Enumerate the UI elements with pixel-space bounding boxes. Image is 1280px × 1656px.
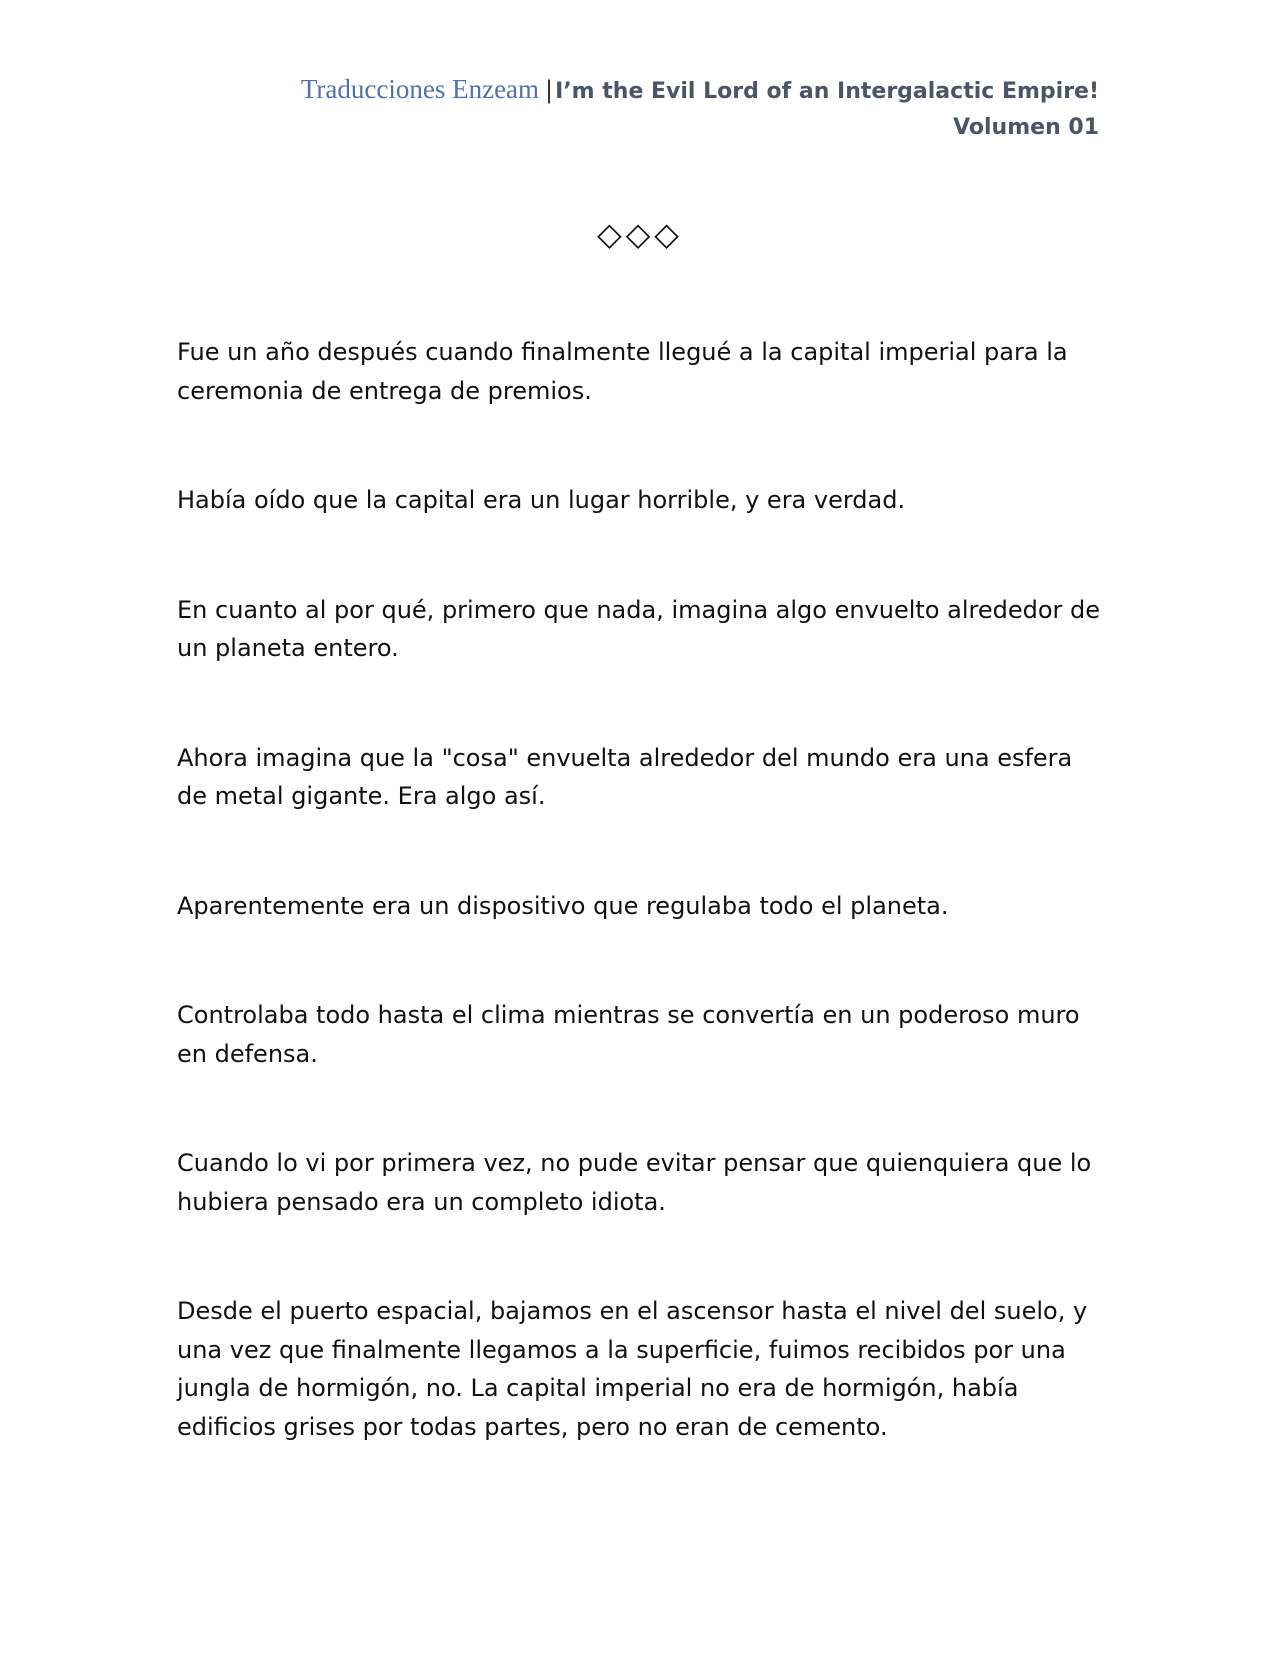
paragraph: Aparentemente era un dispositivo que regulaba todo el planeta. [177,891,949,920]
page-header [199,72,1099,145]
paragraph: En cuanto al por qué, primero que nada, imagina algo envuelto alrededor de un planeta entero. [177,595,1101,662]
paragraph: Desde el puerto espacial, bajamos en el ascensor hasta el nivel del suelo, y una vez que finalmente llegamos a la superficie, fuimos recibidos por una jungla de hormigón, no. La capital imperial no era de hormigón, había edificios grises por todas partes, pero no eran de cemento. [177,1297,1088,1441]
body-text [177,333,1107,1517]
section-divider: ◇◇◇ [597,215,683,253]
paragraph: Fue un año después cuando finalmente llegué a la capital imperial para la ceremonia de entrega de premios. [177,338,1068,405]
paragraph: Controlaba todo hasta el clima mientras se convertía en un poderoso muro en defensa. [177,1001,1080,1068]
header-brand: Traducciones Enzeam [300,74,540,104]
paragraph: Ahora imagina que la "cosa" envuelta alrededor del mundo era una esfera de metal gigante. Era algo así. [177,743,1073,810]
paragraph: Había oído que la capital era un lugar horrible, y era verdad. [177,486,906,514]
header-series-title: I’m the Evil Lord of an Intergalactic Empire! [555,79,1099,104]
header-separator: | [545,76,554,104]
paragraph: Cuando lo vi por primera vez, no pude evitar pensar que quienquiera que lo hubiera pensado era un completo idiota. [177,1149,1092,1216]
header-volume: Volumen 01 [953,115,1099,140]
